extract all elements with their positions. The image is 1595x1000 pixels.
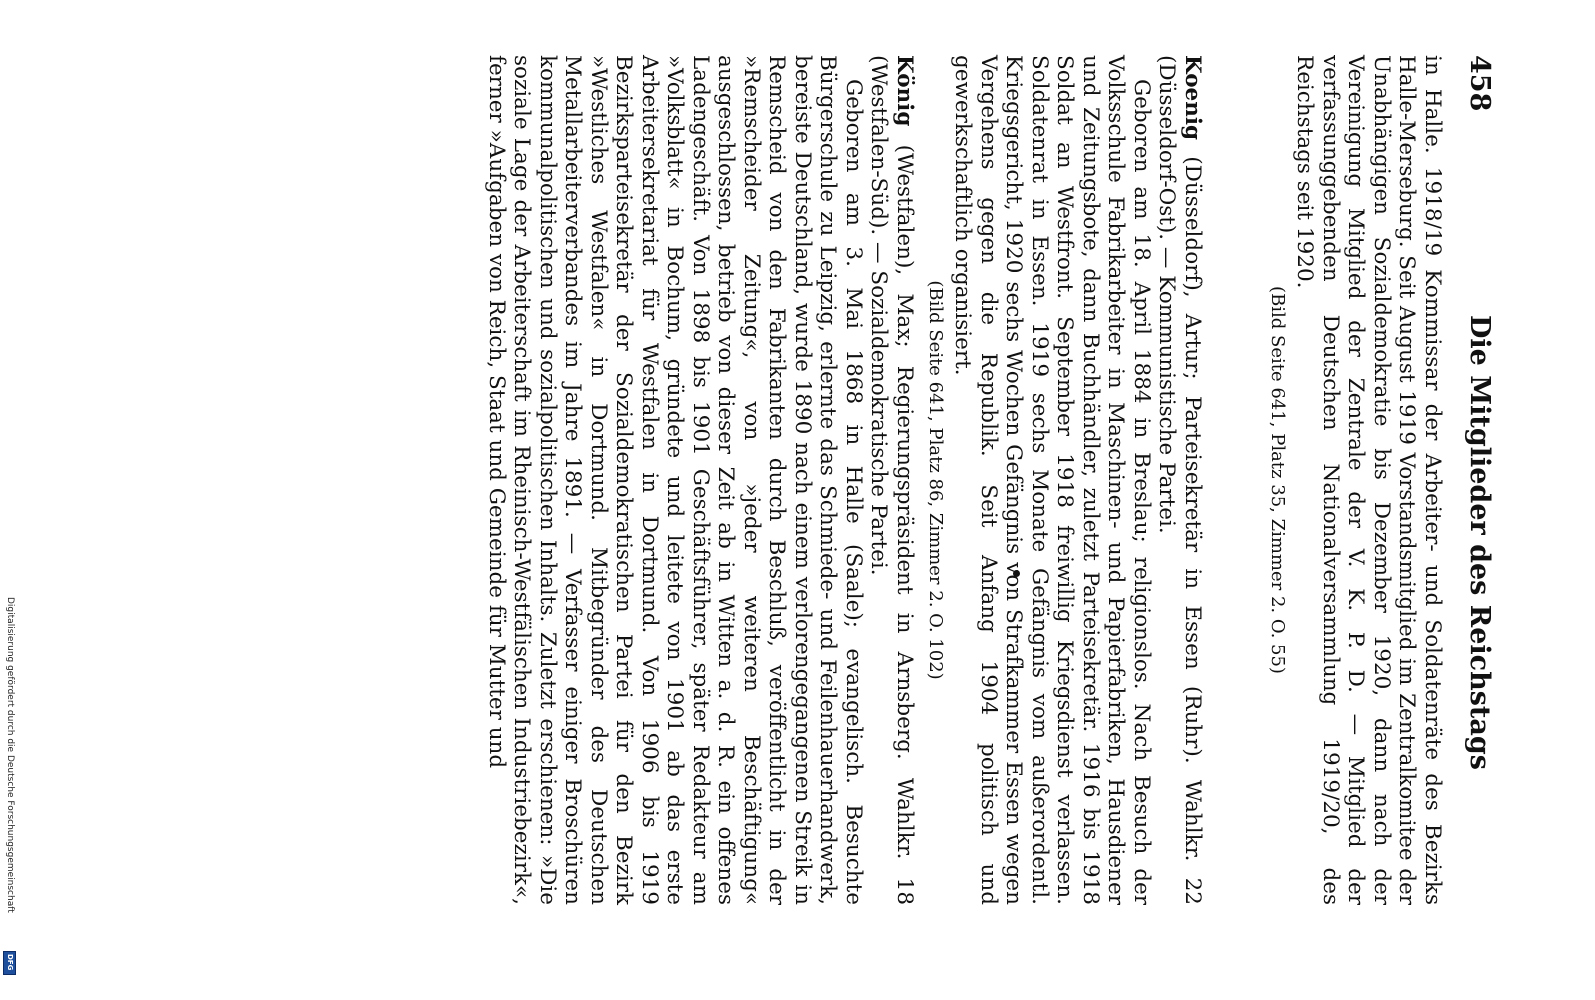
entry-paragraph: Geboren am 18. April 1884 in Breslau; religionslos. Nach Besuch der Volksschule Fabrikarbeiter in Maschinen- und Papierfabriken, Hausdiener und Zeitungsbote, dann Buchhändler, zuletzt Parteisekretär. 1916 bis 1918 Soldat an Westfront. September 1918 freiwillig Kriegsdienst verlassen. Soldatenrat in Essen. 1919 sechs Monate Gefängnis vom außerordentl. Kriegsgericht, 1920 sechs Wochen Gefängnis von Strafkammer Essen wegen Vergehens gegen die Republik. Seit Anfang 1904 politisch und gewerkschaftlich organisiert. bbox=[950, 55, 1154, 905]
member-details: (Westfalen), Max; Regierungspräsident in Arnsberg. Wahlkr. 18 (Westfalen-Süd). — Sozialdemokratische Partei. bbox=[866, 55, 917, 905]
page-number: 458 bbox=[1464, 55, 1495, 112]
dfg-logo: DFG bbox=[3, 951, 16, 975]
digitization-credit: Digitalisierung gefördert durch die Deutsche Forschungsgemeinschaft bbox=[5, 597, 15, 913]
page-header bbox=[1455, 55, 1495, 905]
entry-heading bbox=[866, 55, 917, 905]
photo-reference: (Bild Seite 641, Platz 35, Zimmer 2. O. 55) bbox=[1267, 286, 1288, 674]
member-name: König bbox=[892, 55, 917, 127]
biography-entry-koenig-max bbox=[484, 55, 918, 905]
member-details: (Düsseldorf), Artur; Parteisekretär in Essen (Ruhr). Wahlkr. 22 (Düsseldorf-Ost). — Kommunistische Partei. bbox=[1154, 55, 1205, 905]
entry-heading bbox=[1154, 55, 1205, 905]
entry-paragraph: Geboren am 3. Mai 1868 in Halle (Saale); evangelisch. Besuchte Bürgerschule zu Leipzig, erlernte das Schmiede- und Feilenhauerhandwerk, bereiste Deutschland, wurde 1890 nach einem verlorengegangenen Streik in Remscheid von den Fabrikanten durch Beschluß, veröffentlicht in der »Remscheider Zeitung«, von »jeder weiteren Beschäftigung« ausgeschlossen, betrieb von dieser Zeit ab in Witten a. d. R. ein offenes Ladengeschäft. Von 1898 bis 1901 Geschäftsführer, später Redakteur am »Volksblatt« in Bochum, gründete und leitete von 1901 ab das erste Arbeitersekretariat für Westfalen in Dortmund. Von 1906 bis 1919 Bezirksparteisekretär der Sozialdemokratischen Partei für den Bezirk »Westliches Westfalen« in Dortmund. Mitbegründer des Deutschen Metallarbeiterverbandes im Jahre 1891. — Verfasser einiger Broschüren kommunalpolitischen und sozialpolitischen Inhalts. Zuletzt erschienen: »Die soziale Lage der Arbeiterschaft im Rheinisch-Westfälischen Industriebezirk«, ferner »Aufgaben von Reich, Staat und Gemeinde für Mutter und bbox=[484, 55, 866, 905]
entry-paragraph: in Halle. 1918/19 Kommissar der Arbeiter- und Soldatenräte des Bezirks Halle-Merseburg. Seit August 1919 Vorstandsmitglied im Zentralkomitee der Unabhängigen Sozialdemokratie bis Dezember 1920, dann nach der Vereinigung Mitglied der Zentrale der V. K. P. D. — Mitglied der verfassunggebenden Deutschen Nationalversammlung 1919/20, des Reichstags seit 1920. bbox=[1292, 55, 1445, 905]
biography-entry-koenig-artur bbox=[923, 55, 1206, 905]
rotated-page-content bbox=[110, 55, 1495, 905]
biography-entry-continued bbox=[1265, 55, 1446, 905]
running-title: Die Mitglieder des Reichstags bbox=[1464, 315, 1495, 770]
photo-reference: (Bild Seite 641, Platz 86, Zimmer 2. O. 102) bbox=[925, 280, 946, 680]
member-name: Koenig bbox=[1180, 55, 1205, 141]
